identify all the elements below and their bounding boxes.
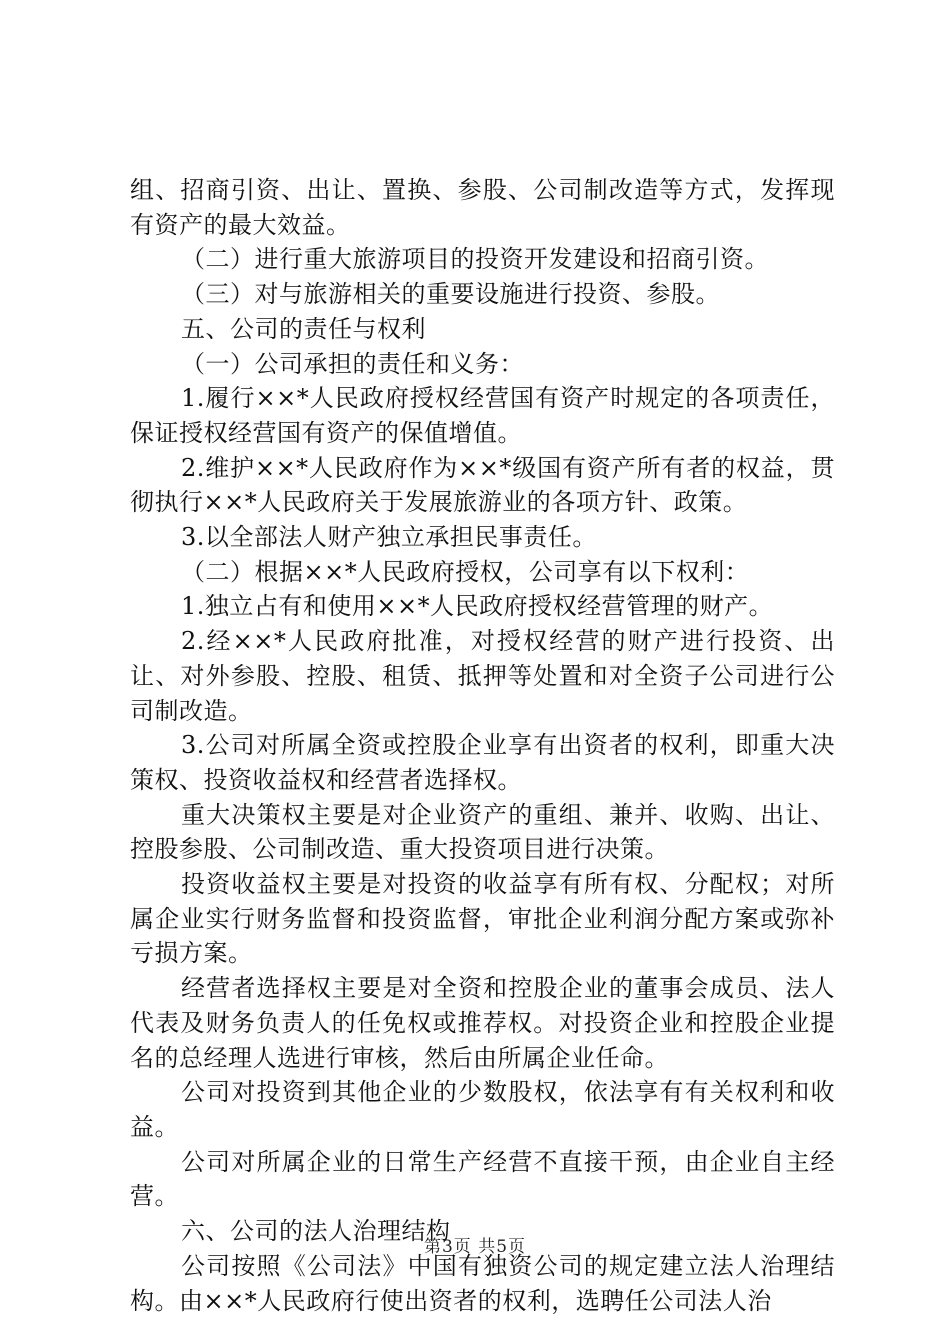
subsection-heading: （一）公司承担的责任和义务： (181, 349, 524, 378)
paragraph: 公司按照《公司法》中国有独资公司的规定建立法人治理结构。由××*人民政府行使出资者的权利，选聘任公司法人治 (130, 1251, 835, 1315)
paragraph: 投资收益权主要是对投资的收益享有所有权、分配权；对所属企业实行财务监督和投资监督，审批企业利润分配方案或弥补亏损方案。 (130, 870, 835, 968)
paragraph: 1.履行××*人民政府授权经营国有资产时规定的各项责任，保证授权经营国有资产的保值增值。 (130, 384, 835, 447)
paragraph: （三）对与旅游相关的重要设施进行投资、参股。 (181, 280, 720, 309)
paragraph: 组、招商引资、出让、置换、参股、公司制改造等方式，发挥现有资产的最大效益。 (130, 176, 835, 239)
paragraph: 经营者选择权主要是对全资和控股企业的董事会成员、法人代表及财务负责人的任免权或推荐权。对投资企业和控股企业提名的总经理人选进行审核，然后由所属企业任命。 (130, 974, 835, 1072)
paragraph: 公司对所属企业的日常生产经营不直接干预，由企业自主经营。 (130, 1147, 835, 1211)
section-heading: 六、公司的法人治理结构 (181, 1217, 451, 1246)
document-body (130, 173, 835, 1318)
paragraph: 公司对投资到其他企业的少数股权，依法享有有关权利和收益。 (130, 1078, 835, 1141)
paragraph: 1.独立占有和使用××*人民政府授权经营管理的财产。 (181, 592, 774, 621)
paragraph: 重大决策权主要是对企业资产的重组、兼并、收购、出让、控股参股、公司制改造、重大投资项目进行决策。 (130, 800, 835, 864)
paragraph: （二）进行重大旅游项目的投资开发建设和招商引资。 (181, 245, 769, 274)
subsection-heading: （二）根据××*人民政府授权，公司享有以下权利： (181, 557, 750, 586)
paragraph: 2.经××*人民政府批准，对授权经营的财产进行投资、出让、对外参股、控股、租赁、抵押等处置和对全资子公司进行公司制改造。 (130, 627, 835, 725)
paragraph: 3.以全部法人财产独立承担民事责任。 (181, 523, 597, 552)
paragraph: 2.维护××*人民政府作为××*级国有资产所有者的权益，贯彻执行××*人民政府关于发展旅游业的各项方针、政策。 (130, 453, 835, 517)
page-number-footer: 第3页 共5页 (423, 1237, 527, 1257)
section-heading: 五、公司的责任与权利 (181, 314, 426, 343)
paragraph: 3.公司对所属全资或控股企业享有出资者的权利，即重大决策权、投资收益权和经营者选择权。 (130, 731, 835, 794)
